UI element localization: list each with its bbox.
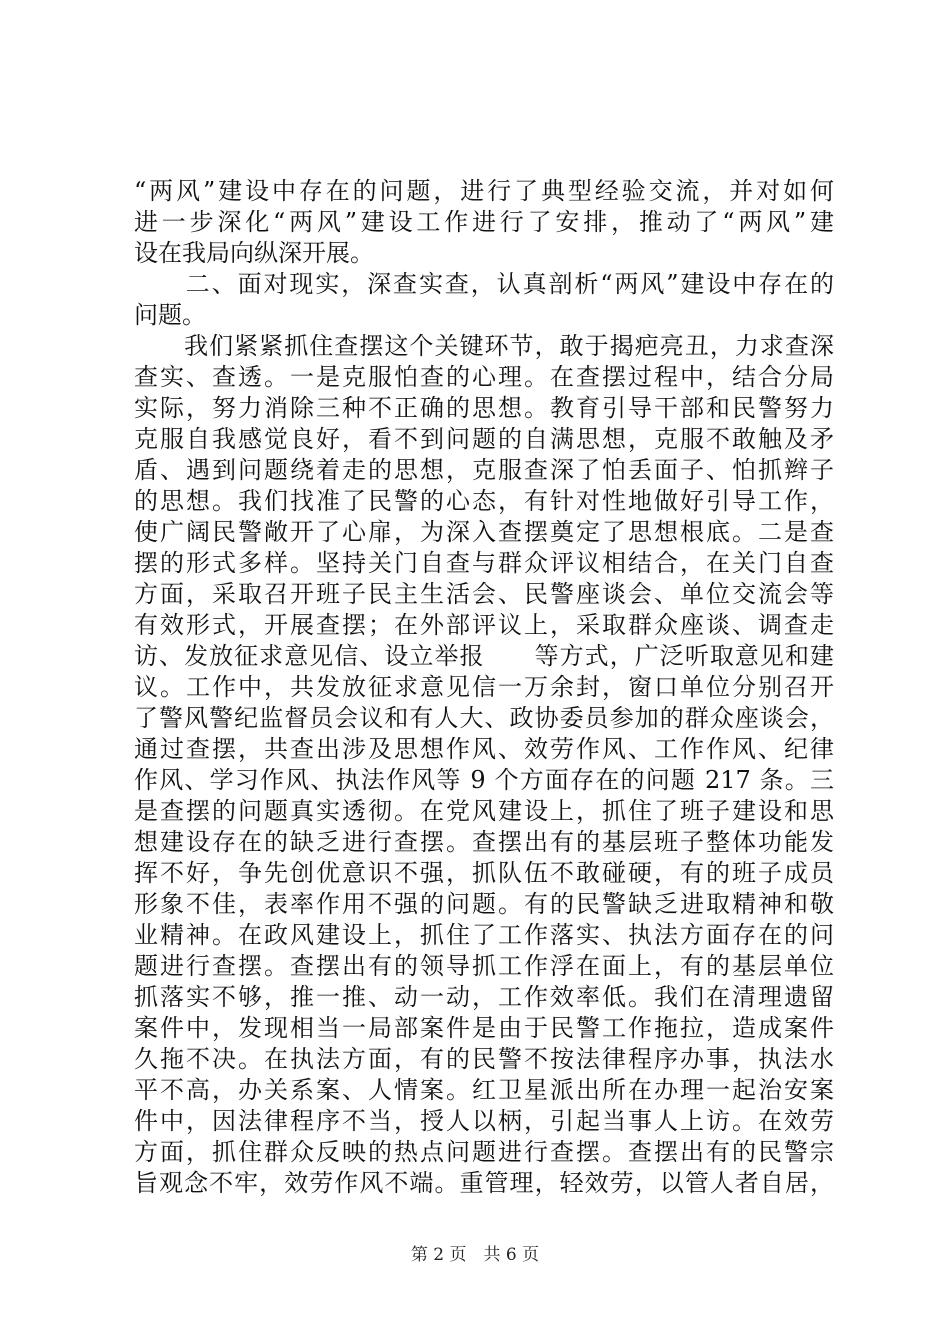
text-line: 久拖不决。在执法方面，有的民警不按法律程序办事，执法水 <box>134 1045 834 1073</box>
text-line: 查实、查透。一是克服怕查的心理。在查摆过程中，结合分局 <box>134 363 834 391</box>
text-line: 业精神。在政风建设上，抓住了工作落实、执法方面存在的问 <box>134 921 834 949</box>
text-line: 了警风警纪监督员会议和有人大、政协委员参加的群众座谈会， <box>134 704 834 732</box>
text-line: 我们紧紧抓住查摆这个关键环节，敢于揭疤亮丑，力求查深 <box>134 332 834 360</box>
text-line: 平不高，办关系案、人情案。红卫星派出所在办理一起治安案 <box>134 1076 834 1104</box>
text-line: 的思想。我们找准了民警的心态，有针对性地做好引导工作， <box>134 487 834 515</box>
text-line: 使广阔民警敞开了心扉，为深入查摆奠定了思想根底。二是查 <box>134 518 834 546</box>
text-line: 旨观念不牢，效劳作风不端。重管理，轻效劳，以管人者自居， <box>134 1169 834 1197</box>
text-line: 克服自我感觉良好，看不到问题的自满思想，克服不敢触及矛 <box>134 425 834 453</box>
document-body <box>134 176 834 1199</box>
text-line: 题进行查摆。查摆出有的领导抓工作浮在面上，有的基层单位 <box>134 952 834 980</box>
text-line: 想建设存在的缺乏进行查摆。查摆出有的基层班子整体功能发 <box>134 828 834 856</box>
text-line: 盾、遇到问题绕着走的思想，克服查深了怕丢面子、怕抓辫子 <box>134 456 834 484</box>
text-line: 通过查摆，共查出涉及思想作风、效劳作风、工作作风、纪律 <box>134 735 834 763</box>
text-line: “两风”建设中存在的问题，进行了典型经验交流，并对如何 <box>134 177 834 205</box>
text-line: 问题。 <box>134 301 206 329</box>
text-line: 形象不佳，表率作用不强的问题。有的民警缺乏进取精神和敬 <box>134 890 834 918</box>
text-line: 是查摆的问题真实透彻。在党风建设上，抓住了班子建设和思 <box>134 797 834 825</box>
page-footer: 第 2 页 共 6 页 <box>410 1245 540 1265</box>
text-line: 方面，采取召开班子民主生活会、民警座谈会、单位交流会等 <box>134 580 834 608</box>
text-line: 摆的形式多样。坚持关门自查与群众评议相结合，在关门自查 <box>134 549 834 577</box>
text-line: 方面，抓住群众反映的热点问题进行查摆。查摆出有的民警宗 <box>134 1138 834 1166</box>
text-line: 实际，努力消除三种不正确的思想。教育引导干部和民警努力 <box>134 394 834 422</box>
text-line: 访、发放征求意见信、设立举报 等方式，广泛听取意见和建 <box>134 642 834 670</box>
text-line: 有效形式，开展查摆；在外部评议上，采取群众座谈、调查走 <box>134 611 834 639</box>
text-line: 二、面对现实，深查实查，认真剖析“两风”建设中存在的 <box>134 270 834 298</box>
text-line: 设在我局向纵深开展。 <box>134 239 374 267</box>
text-line: 作风、学习作风、执法作风等 9 个方面存在的问题 217 条。三 <box>134 766 834 794</box>
text-line: 抓落实不够，推一推、动一动，工作效率低。我们在清理遗留 <box>134 983 834 1011</box>
text-line: 挥不好，争先创优意识不强，抓队伍不敢碰硬，有的班子成员 <box>134 859 834 887</box>
text-line: 进一步深化“两风”建设工作进行了安排，推动了“两风”建 <box>134 208 834 236</box>
text-line: 案件中，发现相当一局部案件是由于民警工作拖拉，造成案件 <box>134 1014 834 1042</box>
text-line: 件中，因法律程序不当，授人以柄，引起当事人上访。在效劳 <box>134 1107 834 1135</box>
text-line: 议。工作中，共发放征求意见信一万余封，窗口单位分别召开 <box>134 673 834 701</box>
